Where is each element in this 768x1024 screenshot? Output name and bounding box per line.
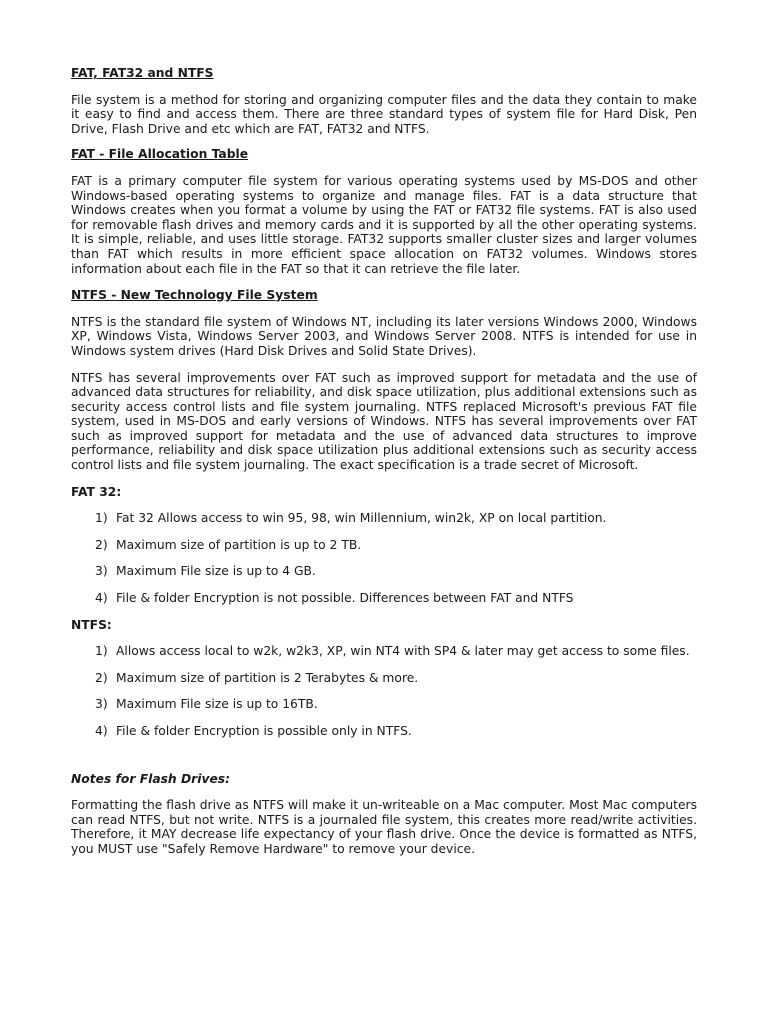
fat-paragraph: FAT is a primary computer file system for various operating systems used by MS-DOS and other Windows-based operating systems to organize and manage files. FAT is a data structure that Windows creates when you format a volume by using the FAT or FAT32 file systems. FAT is also used for removable flash drives and memory cards and it is supported by all the other operating systems. It is simple, reliable, and uses little storage. FAT32 supports smaller cluster sizes and larger volumes than FAT which results in more efficient space allocation on FAT32 volumes. Windows stores information about each file in the FAT so that it can retrieve the file later. [71, 173, 697, 276]
list-item-text: File & folder Encryption is not possible. Differences between FAT and NTFS [116, 591, 574, 606]
list-number: 4) [95, 724, 108, 738]
list-item-text: Maximum size of partition is 2 Terabytes & more. [116, 670, 419, 685]
ntfs-heading: NTFS - New Technology File System [71, 288, 318, 303]
list-item [71, 511, 697, 526]
list-number: 4) [95, 591, 108, 606]
list-item-text: Allows access local to w2k, w2k3, XP, win NT4 with SP4 & later may get access to some files. [116, 644, 690, 659]
ntfs-paragraph-1: NTFS is the standard file system of Windows NT, including its later versions Windows 2000, Windows XP, Windows Vista, Windows Server 2003, and Windows Server 2008. NTFS is intended for use in Windows system drives (Hard Disk Drives and Solid State Drives). [71, 314, 697, 358]
list-item [71, 697, 697, 712]
list-number: 2) [95, 537, 108, 552]
list-item-text: Maximum File size is up to 16TB. [116, 697, 318, 712]
list-number: 3) [95, 564, 108, 579]
list-item [71, 591, 697, 606]
fat32-list [71, 511, 697, 605]
list-number: 2) [95, 670, 108, 685]
notes-heading: Notes for Flash Drives: [71, 771, 231, 786]
document-title: FAT, FAT32 and NTFS [71, 66, 214, 80]
list-item [71, 564, 697, 579]
ntfs-list [71, 644, 697, 738]
list-item [71, 671, 697, 686]
list-item [71, 644, 697, 659]
list-item-text: Maximum size of partition is up to 2 TB. [116, 537, 362, 552]
list-item-text: Maximum File size is up to 4 GB. [116, 564, 316, 579]
ntfs-label: NTFS: [71, 617, 112, 632]
document-page [71, 66, 697, 857]
list-item-text: Fat 32 Allows access to win 95, 98, win Millennium, win2k, XP on local partition. [116, 511, 607, 526]
fat-heading: FAT - File Allocation Table [71, 147, 249, 162]
ntfs-paragraph-2: NTFS has several improvements over FAT such as improved support for metadata and the use of advanced data structures for reliability, and disk space utilization, plus additional extensions such as security access control lists and file system journaling. NTFS replaced Microsoft's previous FAT file system, used in MS-DOS and early versions of Windows. NTFS has several improvements over FAT such as improved support for metadata and the use of advanced data structures to improve performance, reliability and disk space utilization plus additional extensions such as security access control lists and file system journaling. The exact specification is a trade secret of Microsoft. [71, 370, 697, 473]
intro-paragraph: File system is a method for storing and organizing computer files and the data they contain to make it easy to find and access them. There are three standard types of system file for Hard Disk, Pen Drive, Flash Drive and etc which are FAT, FAT32 and NTFS. [71, 92, 697, 136]
list-number: 1) [95, 511, 108, 526]
list-number: 3) [95, 697, 108, 712]
list-item [71, 538, 697, 553]
fat32-label: FAT 32: [71, 484, 122, 499]
list-number: 1) [95, 644, 108, 659]
notes-paragraph: Formatting the flash drive as NTFS will make it un-writeable on a Mac computer. Most Mac computers can read NTFS, but not write. NTFS is a journaled file system, this creates more read/write activities. Therefore, it MAY decrease life expectancy of your flash drive. Once the device is formatted as NTFS, you MUST use "Safely Remove Hardware" to remove your device. [71, 798, 697, 856]
list-item [71, 724, 697, 739]
list-item-text: File & folder Encryption is possible only in NTFS. [116, 724, 412, 738]
